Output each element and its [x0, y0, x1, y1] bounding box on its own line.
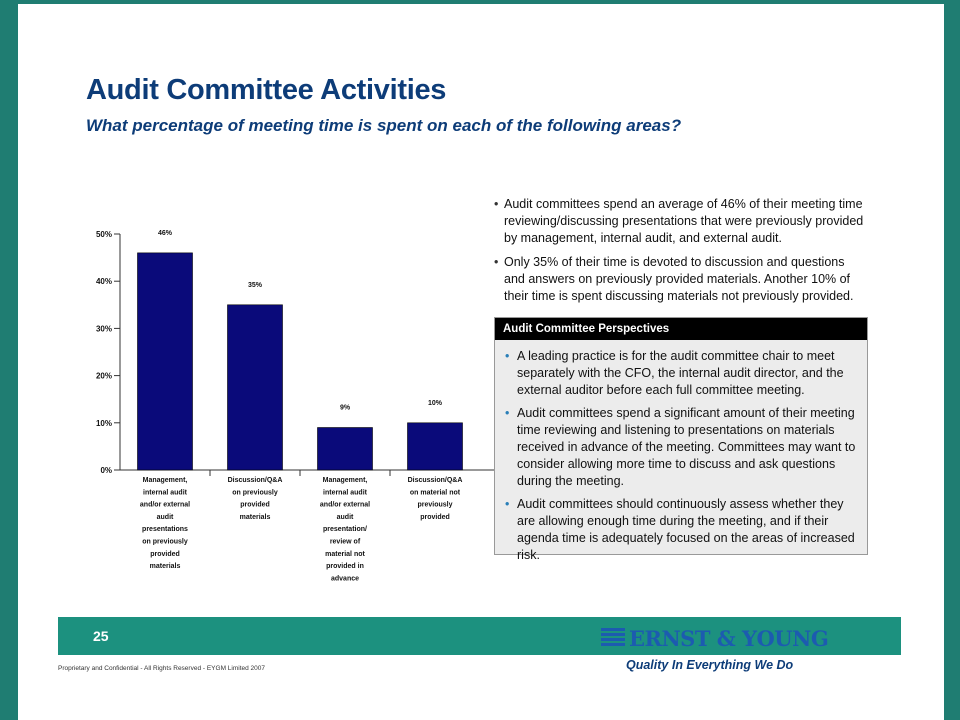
x-category-label-line: internal audit	[143, 489, 187, 497]
x-category-label-line: provided	[150, 550, 180, 558]
x-category-label-line: material not	[325, 550, 365, 558]
y-tick-label: 0%	[100, 466, 112, 475]
x-category-label-line: materials	[239, 513, 271, 521]
data-label: 10%	[427, 399, 443, 407]
data-label: 9%	[339, 404, 351, 412]
perspective-item: • Audit committees should continuously assess whether they are allowing enough time during the meeting, and if their agenda time is adequately focused on the areas of increased risk.	[503, 496, 859, 564]
page-number: 25	[93, 628, 109, 644]
x-category-label-line: Management,	[142, 477, 188, 484]
page-subtitle: What percentage of meeting time is spent on each of the following areas?	[86, 116, 682, 135]
data-label: 46%	[157, 229, 173, 237]
slide	[18, 4, 944, 720]
bar	[318, 428, 373, 470]
x-category-label-line: provided in	[326, 563, 364, 571]
page-title: Audit Committee Activities	[86, 74, 447, 106]
y-tick-label: 20%	[95, 371, 112, 381]
x-category-label-line: on previously	[142, 538, 188, 546]
x-category-label	[228, 477, 283, 521]
bar	[138, 253, 193, 470]
data-label: 35%	[247, 281, 263, 289]
bar	[408, 423, 463, 470]
x-category-label-line: and/or external	[139, 501, 191, 509]
x-category-label	[320, 477, 370, 582]
summary-bullet: • Only 35% of their time is devoted to discussion and questions and answers on previously provided materials. Another 10% of their time is spent discussing materials not previously provided.	[494, 254, 866, 305]
x-category-label	[408, 477, 463, 521]
x-category-label-line: on material not	[409, 489, 461, 497]
bar-chart	[78, 226, 498, 596]
x-category-label-line: previously	[417, 501, 453, 509]
x-category-label-line: Discussion/Q&A	[407, 477, 463, 484]
x-category-label-line: advance	[330, 575, 360, 583]
x-category-label-line: presentation/	[323, 526, 367, 534]
summary-bullet: • Audit committees spend an average of 46% of their meeting time reviewing/discussing presentations that were previously provided by management, internal audit, and external audit.	[494, 196, 866, 247]
summary-bullets	[494, 196, 866, 312]
ernst-young-logo	[601, 624, 841, 654]
bar	[228, 305, 283, 470]
x-category-label-line: provided	[420, 513, 450, 521]
perspectives-heading: Audit Committee Perspectives	[495, 318, 867, 340]
y-tick-label: 10%	[95, 418, 112, 428]
x-category-label-line: on previously	[232, 489, 278, 497]
y-tick-label: 50%	[95, 230, 112, 239]
legal-notice: Proprietary and Confidential - All Rights Reserved - EYGM Limited 2007	[58, 665, 266, 672]
perspective-item: • Audit committees spend a significant amount of their meeting time reviewing and listening to presentations on materials received in advance of the meeting. Committees may want to consider allowing more time to discuss and ask questions during the meeting.	[503, 405, 859, 490]
x-category-label-line: internal audit	[323, 489, 367, 497]
x-category-label-line: audit	[156, 513, 174, 521]
x-category-label-line: audit	[336, 513, 354, 521]
perspective-item: • A leading practice is for the audit committee chair to meet separately with the CFO, the internal audit director, and the external auditor before each full committee meeting.	[503, 348, 859, 399]
x-category-label-line: provided	[240, 501, 270, 509]
logo-text: ERNST & YOUNG	[629, 626, 829, 651]
perspectives-box	[494, 317, 868, 562]
logo-bars-icon	[601, 628, 625, 648]
x-category-label-line: Discussion/Q&A	[227, 477, 283, 484]
x-category-label-line: materials	[149, 563, 181, 571]
x-category-label-line: and/or external	[319, 501, 371, 509]
x-category-label-line: presentations	[142, 526, 188, 534]
y-tick-label: 40%	[95, 277, 112, 287]
tagline: Quality In Everything We Do	[626, 658, 794, 672]
x-category-label-line: Management,	[322, 477, 368, 484]
y-tick-label: 30%	[95, 324, 112, 334]
x-category-label-line: review of	[329, 538, 361, 546]
x-category-label	[140, 477, 190, 570]
